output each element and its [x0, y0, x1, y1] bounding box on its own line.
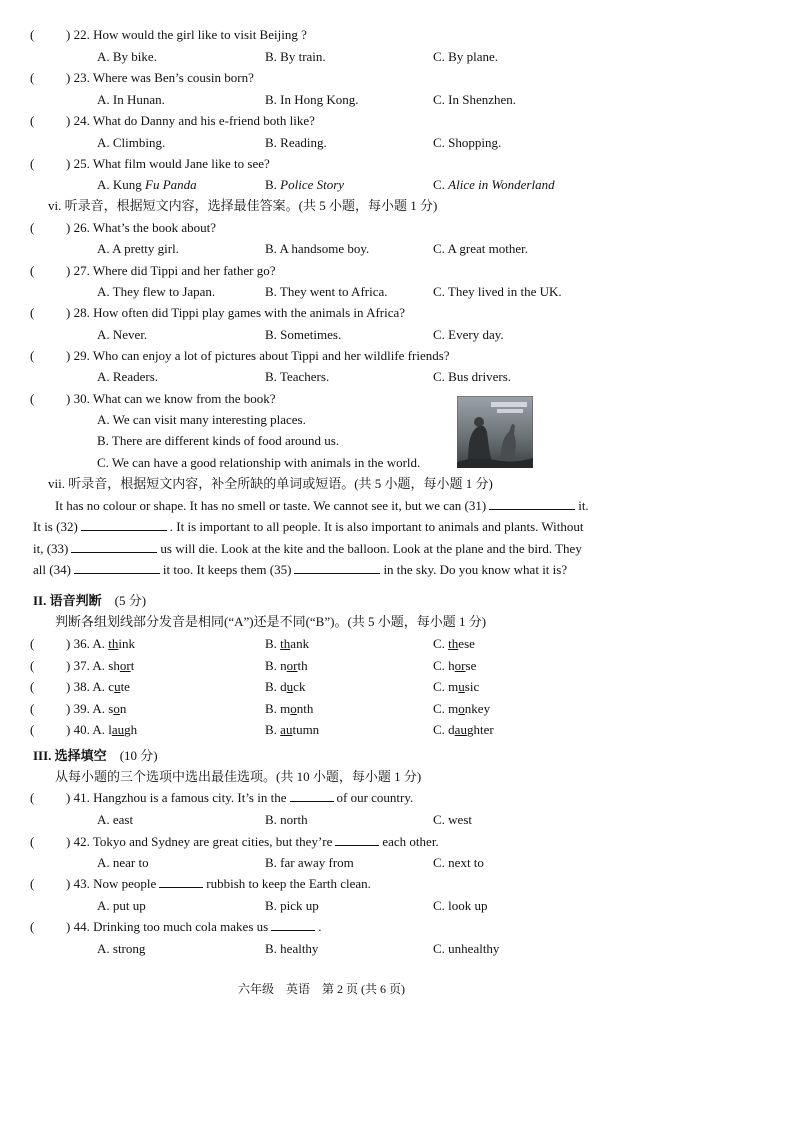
answer-bracket[interactable]: ( — [30, 636, 35, 651]
question-stem: What’s the book about? — [92, 220, 216, 235]
underlined-sound: au — [111, 722, 125, 737]
answer-bracket[interactable]: ( — [30, 701, 35, 716]
option-b: B. In Hong Kong. — [265, 92, 359, 107]
question-number: 42. — [73, 834, 90, 849]
answer-bracket[interactable]: ( — [30, 113, 35, 128]
question-number: 44. — [73, 919, 90, 934]
section-II-title: II. 语音判断 (5 分) — [33, 593, 147, 608]
answer-bracket[interactable]: ( — [30, 391, 35, 406]
question-number: 36. — [73, 636, 90, 651]
option-a: A. strong — [97, 941, 146, 956]
underlined-sound: u — [286, 679, 294, 694]
answer-bracket[interactable]: ( — [30, 263, 35, 278]
option-c: C. Bus drivers. — [433, 369, 511, 384]
blank-31[interactable] — [489, 498, 575, 510]
option-c: C. look up — [433, 898, 488, 913]
underlined-sound: u — [458, 679, 465, 694]
blank-32[interactable] — [81, 519, 167, 531]
question-number: 29. — [73, 348, 90, 363]
section-vii-heading: vii. 听录音，根据短文内容，补全所缺的单词或短语。(共 5 小题，每小题 1 分) — [48, 476, 493, 491]
passage-line-3: it, (33) us will die. Look at the kite and the balloon. Look at the plane and the bird. They — [33, 541, 582, 556]
option-b: B. month — [265, 701, 314, 716]
question-number: 41. — [73, 790, 90, 805]
option-c: C. In Shenzhen. — [433, 92, 517, 107]
option-c: C. west — [433, 812, 472, 827]
answer-bracket[interactable]: ( — [30, 722, 35, 737]
option-a: A. Kung Fu Panda — [97, 177, 197, 192]
option-c: C. next to — [433, 855, 484, 870]
answer-bracket[interactable]: ( — [30, 834, 35, 849]
answer-bracket[interactable]: ( — [30, 305, 35, 320]
question-stem: How often did Tippi play games with the animals in Africa? — [93, 305, 406, 320]
question-number: 30. — [73, 391, 90, 406]
option-a: A. By bike. — [97, 49, 157, 64]
section-III-instructions: 从每小题的三个选项中选出最佳选项。(共 10 小题，每小题 1 分) — [55, 769, 422, 784]
question-stem: Who can enjoy a lot of pictures about Tippi and her wildlife friends? — [92, 348, 450, 363]
option-b: B. far away from — [265, 855, 354, 870]
question-number: 38. — [73, 679, 90, 694]
passage-line-2: It is (32) . It is important to all people. It is also important to animals and plants. Without — [33, 519, 584, 534]
blank-33[interactable] — [71, 541, 157, 553]
question-number: 39. — [73, 701, 90, 716]
section-III-title: III. 选择填空 (10 分) — [33, 748, 158, 763]
option-a: A. near to — [97, 855, 149, 870]
passage-line-4: all (34) it too. It keeps them (35) in the sky. Do you know what it is? — [33, 562, 568, 577]
option-a: A. Readers. — [97, 369, 159, 384]
option-b: B. Police Story — [265, 177, 345, 192]
question-number: 24. — [73, 113, 90, 128]
answer-bracket[interactable]: ( — [30, 348, 35, 363]
blank-35[interactable] — [294, 562, 380, 574]
underlined-sound: u — [114, 679, 121, 694]
option-b: B. They went to Africa. — [265, 284, 388, 299]
question-number: 28. — [73, 305, 90, 320]
question-stem: What do Danny and his e-friend both like? — [92, 113, 315, 128]
option-c: C. daughter — [433, 722, 494, 737]
underlined-sound: th — [448, 636, 459, 651]
option-a: A. put up — [97, 898, 146, 913]
option-b: B. By train. — [265, 49, 326, 64]
option-b: B. Teachers. — [265, 369, 330, 384]
underlined-sound: th — [108, 636, 119, 651]
blank-34[interactable] — [74, 562, 160, 574]
question-stem: How would the girl like to visit Beijing ? — [93, 27, 307, 42]
answer-bracket[interactable]: ( — [30, 70, 35, 85]
question-number: 37. — [73, 658, 90, 673]
answer-bracket[interactable]: ( — [30, 679, 35, 694]
option-c: C. monkey — [433, 701, 491, 716]
fill-blank[interactable] — [290, 790, 334, 802]
question-stem: What can we know from the book? — [92, 391, 276, 406]
answer-bracket[interactable]: ( — [30, 220, 35, 235]
question-number: 26. — [73, 220, 90, 235]
question-number: 27. — [73, 263, 90, 278]
answer-bracket[interactable]: ( — [30, 876, 35, 891]
question-stem: Where was Ben’s cousin born? — [92, 70, 254, 85]
section-vi-heading: vi. 听录音，根据短文内容，选择最佳答案。(共 5 小题，每小题 1 分) — [48, 198, 438, 213]
fill-blank[interactable] — [159, 876, 203, 888]
answer-bracket[interactable]: ( — [30, 156, 35, 171]
option-b: B. north — [265, 812, 308, 827]
underlined-sound: or — [454, 658, 466, 673]
option-a: A. A pretty girl. — [97, 241, 179, 256]
option-c: C. music — [433, 679, 480, 694]
option-b: B. thank — [265, 636, 310, 651]
option-a: A. We can visit many interesting places. — [97, 412, 306, 427]
option-a: A. Climbing. — [97, 135, 166, 150]
underlined-sound: o — [290, 701, 297, 716]
question-number: 22. — [73, 27, 90, 42]
section-II-instructions: 判断各组划线部分发音是相同(“A”)还是不同(“B”)。(共 5 小题，每小题 1 分) — [55, 614, 487, 629]
underlined-sound: au — [280, 722, 293, 737]
option-c: C. Alice in Wonderland — [433, 177, 555, 192]
underlined-sound: o — [113, 701, 120, 716]
option-c: C. They lived in the UK. — [433, 284, 562, 299]
option-c: C. unhealthy — [433, 941, 500, 956]
question-number: 40. — [73, 722, 90, 737]
option-b: B. Sometimes. — [265, 327, 342, 342]
fill-blank[interactable] — [271, 919, 315, 931]
option-c: C. horse — [433, 658, 477, 673]
option-a: A. They flew to Japan. — [97, 284, 216, 299]
book-cover-illustration — [457, 396, 533, 468]
option-b: B. A handsome boy. — [265, 241, 370, 256]
page-footer: 六年级 英语 第 2 页 (共 6 页) — [238, 982, 405, 996]
question-number: 23. — [73, 70, 90, 85]
option-c: C. Shopping. — [433, 135, 502, 150]
answer-bracket[interactable]: ( — [30, 27, 35, 42]
option-b: B. duck — [265, 679, 306, 694]
option-c: C. We can have a good relationship with animals in the world. — [97, 455, 421, 470]
underlined-sound: o — [458, 701, 465, 716]
option-b: B. healthy — [265, 941, 319, 956]
underlined-sound: or — [286, 658, 298, 673]
question-stem: What film would Jane like to see? — [92, 156, 270, 171]
underlined-sound: au — [454, 722, 467, 737]
underlined-sound: th — [280, 636, 291, 651]
option-b: B. There are different kinds of food around us. — [97, 433, 340, 448]
question-number: 43. — [73, 876, 90, 891]
option-b: B. pick up — [265, 898, 319, 913]
question-stem: Where did Tippi and her father go? — [92, 263, 276, 278]
option-c: C. these — [433, 636, 475, 651]
fill-blank[interactable] — [335, 834, 379, 846]
option-b: B. north — [265, 658, 308, 673]
option-c: C. Every day. — [433, 327, 504, 342]
question-number: 25. — [73, 156, 90, 171]
passage-line-1: It has no colour or shape. It has no smell or taste. We cannot see it, but we can (31) it. — [55, 498, 589, 513]
answer-bracket[interactable]: ( — [30, 919, 35, 934]
book-cover-image — [457, 396, 533, 468]
option-c: C. A great mother. — [433, 241, 528, 256]
option-a: A. east — [97, 812, 134, 827]
option-b: B. autumn — [265, 722, 320, 737]
option-a: A. Never. — [97, 327, 148, 342]
option-a: A. In Hunan. — [97, 92, 165, 107]
underlined-sound: or — [119, 658, 131, 673]
answer-bracket[interactable]: ( — [30, 790, 35, 805]
option-c: C. By plane. — [433, 49, 498, 64]
answer-bracket[interactable]: ( — [30, 658, 35, 673]
option-b: B. Reading. — [265, 135, 327, 150]
